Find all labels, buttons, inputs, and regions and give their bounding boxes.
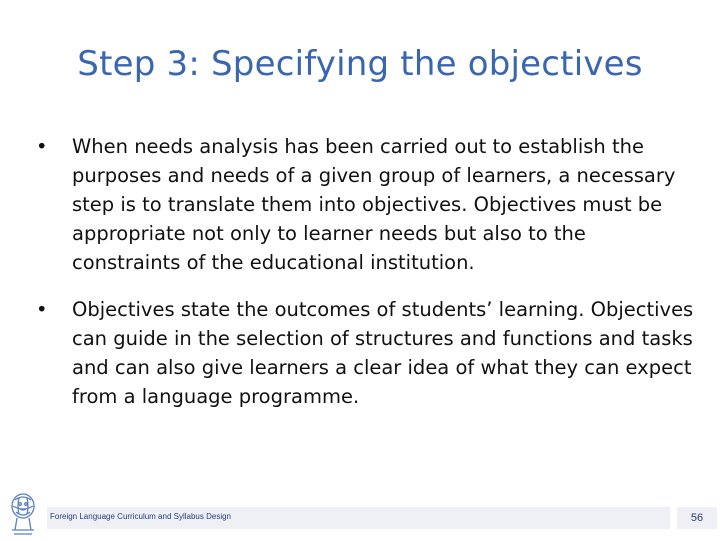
page-number-box (677, 507, 717, 529)
footer-bar (47, 507, 670, 529)
bullet-item (36, 295, 696, 411)
bullet-list (36, 132, 696, 411)
footer-course-title: Foreign Language Curriculum and Syllabus Design (50, 512, 231, 521)
bullet-item (36, 132, 696, 277)
page-number: 56 (690, 512, 704, 524)
bullet-text: Objectives state the outcomes of students’ learning. Objectives can guide in the selection of structures and functions and tasks and can also give learners a clear idea of what they can expect from a language programme. (72, 298, 694, 408)
bullet-dot-icon: • (36, 298, 48, 321)
bullet-dot-icon: • (36, 135, 48, 158)
university-logo-icon (5, 490, 41, 536)
slide-title: Step 3: Specifying the objectives (77, 44, 643, 84)
bullet-text: When needs analysis has been carried out to establish the purposes and needs of a given group of learners, a necessary step is to translate them into objectives. Objectives must be appropriate not only to learner needs but also to the constraints of the educational institution. (72, 135, 676, 274)
